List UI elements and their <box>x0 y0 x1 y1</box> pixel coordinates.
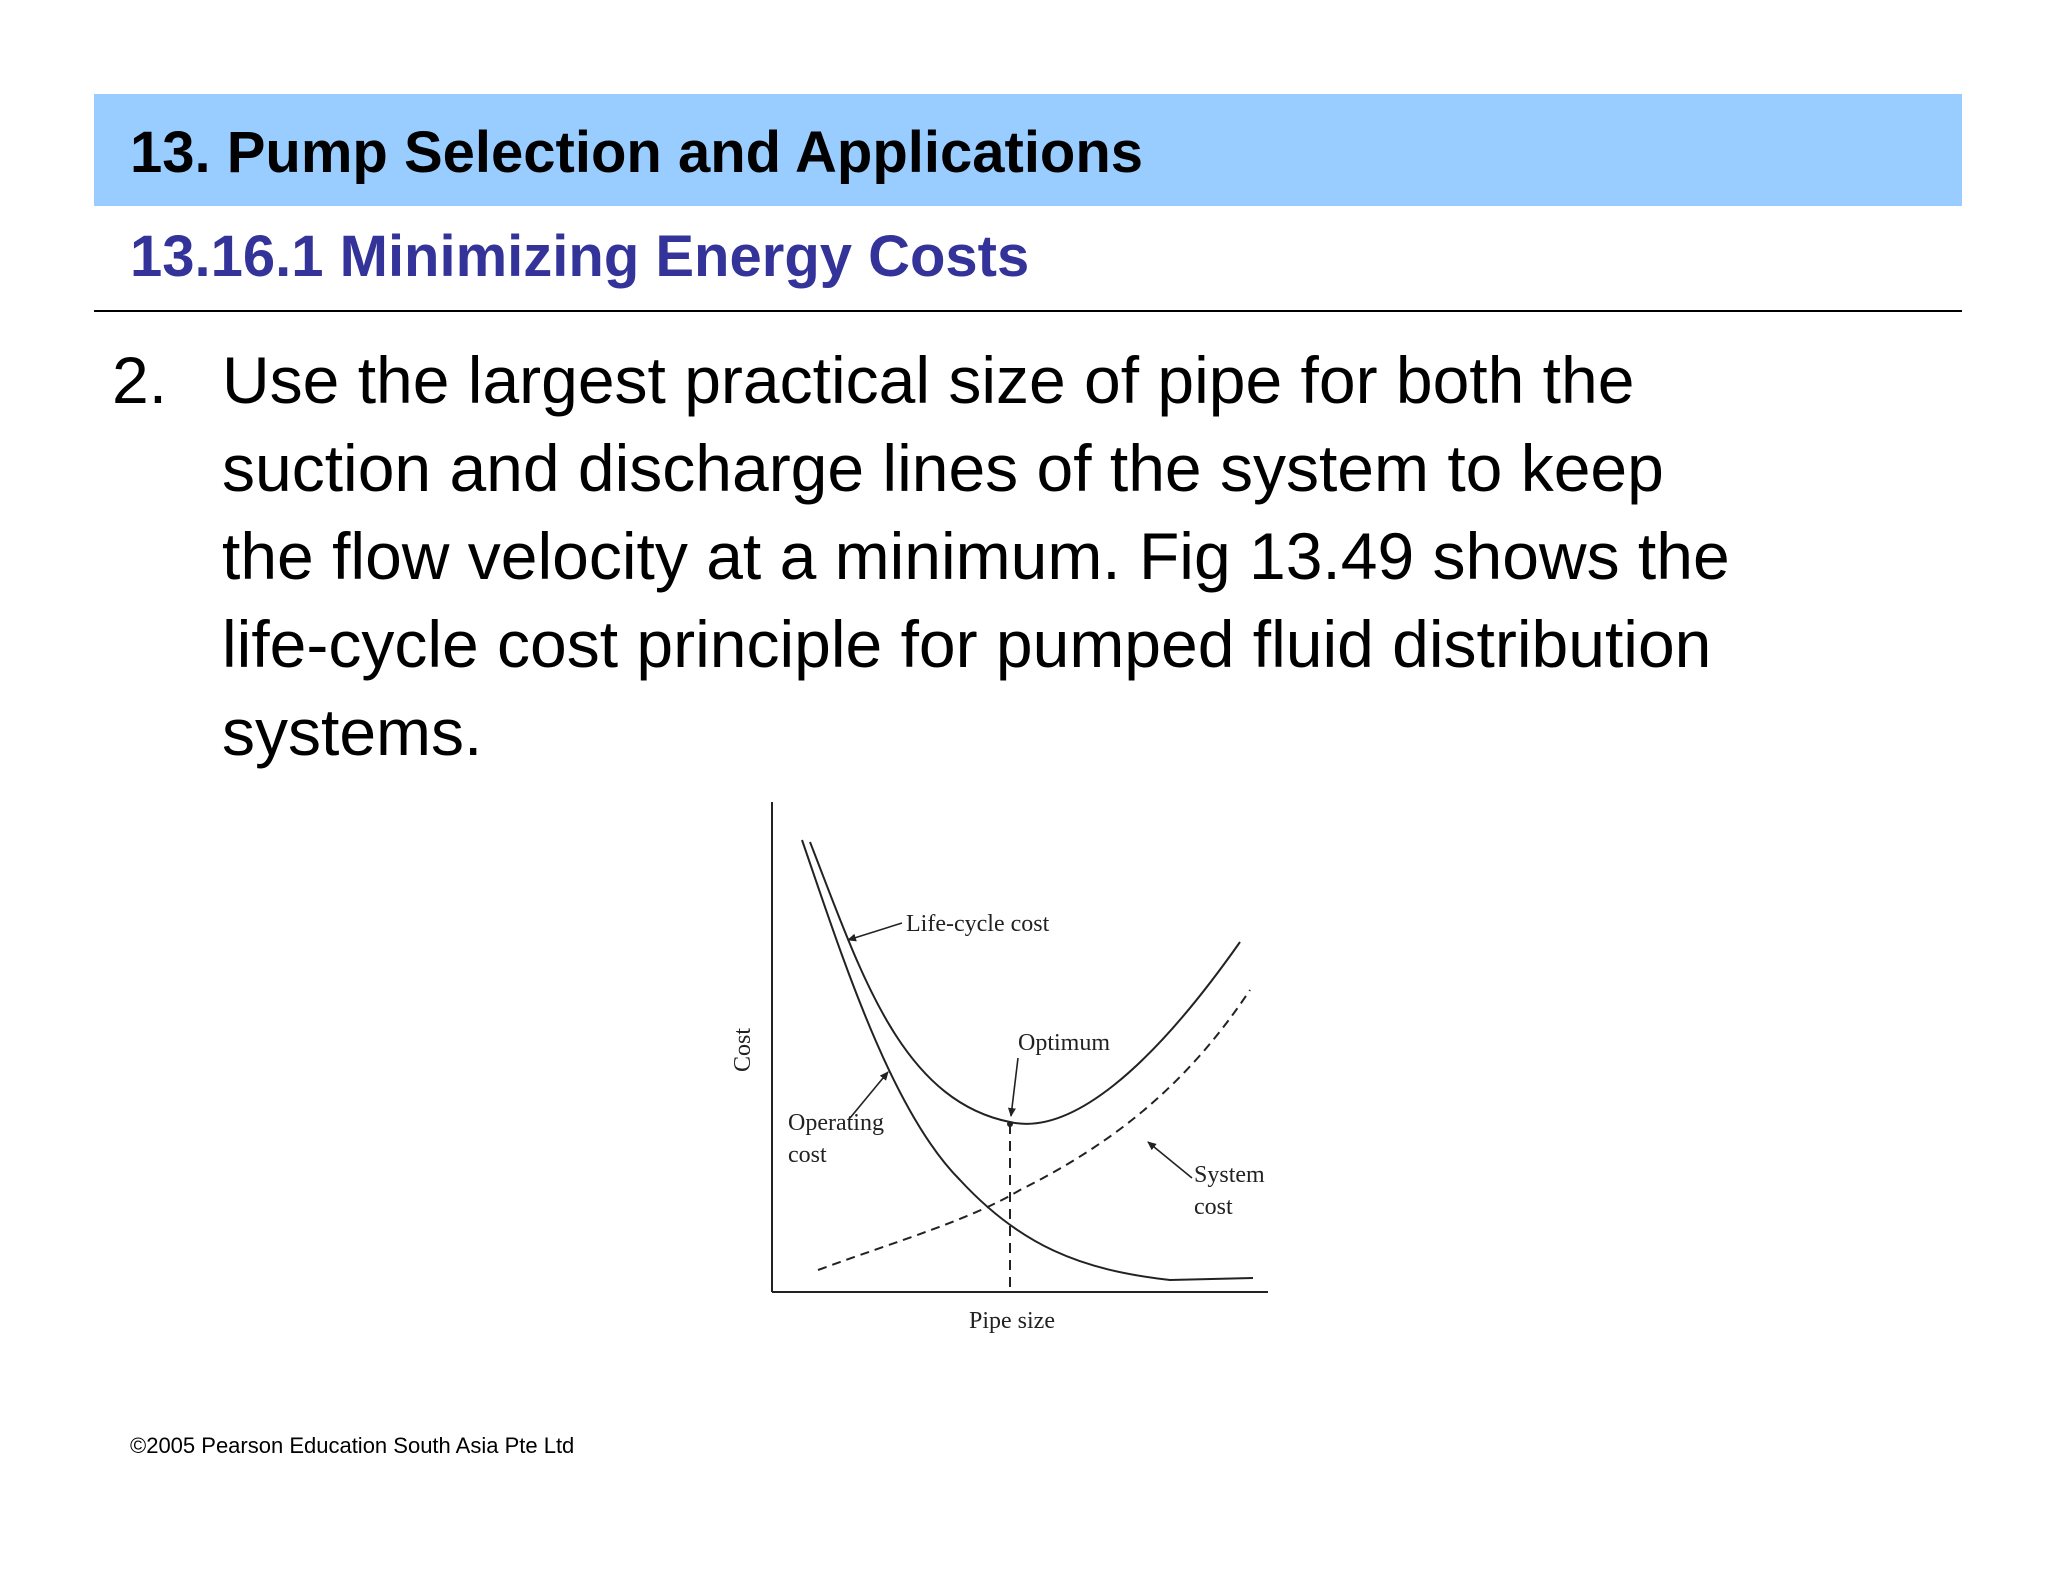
list-item-text <box>222 336 1942 776</box>
operating-cost-curve <box>802 840 1253 1280</box>
copyright-notice: ©2005 Pearson Education South Asia Pte Ltd <box>130 1433 575 1458</box>
page-title: 13. Pump Selection and Applications <box>130 120 1144 185</box>
y-axis-label: Cost <box>730 1027 756 1073</box>
body-line: Use the largest practical size of pipe for both the <box>222 343 1635 417</box>
life-cycle-arrow <box>848 923 902 940</box>
body-line: suction and discharge lines of the system to keep <box>222 431 1664 505</box>
optimum-arrow <box>1011 1058 1018 1116</box>
cost-diagram <box>720 780 1300 1340</box>
x-axis-label: Pipe size <box>969 1308 1055 1334</box>
system-arrow <box>1148 1142 1192 1178</box>
body-line: the flow velocity at a minimum. Fig 13.49 shows the <box>222 519 1730 593</box>
divider <box>94 310 1962 312</box>
body-line: life-cycle cost principle for pumped fluid distribution <box>222 607 1712 681</box>
operating-label-line2: cost <box>788 1142 827 1168</box>
cost-diagram-svg <box>720 780 1300 1340</box>
system-label-line1: System <box>1194 1162 1265 1188</box>
system-label-line2: cost <box>1194 1194 1233 1220</box>
body-line: systems. <box>222 695 483 769</box>
list-item-number: 2. <box>112 343 168 417</box>
optimum-label: Optimum <box>1018 1030 1111 1056</box>
section-subtitle: 13.16.1 Minimizing Energy Costs <box>130 224 1030 289</box>
operating-label-line1: Operating <box>788 1110 884 1136</box>
life-cycle-label: Life-cycle cost <box>906 911 1050 937</box>
optimum-point <box>1007 1121 1013 1127</box>
